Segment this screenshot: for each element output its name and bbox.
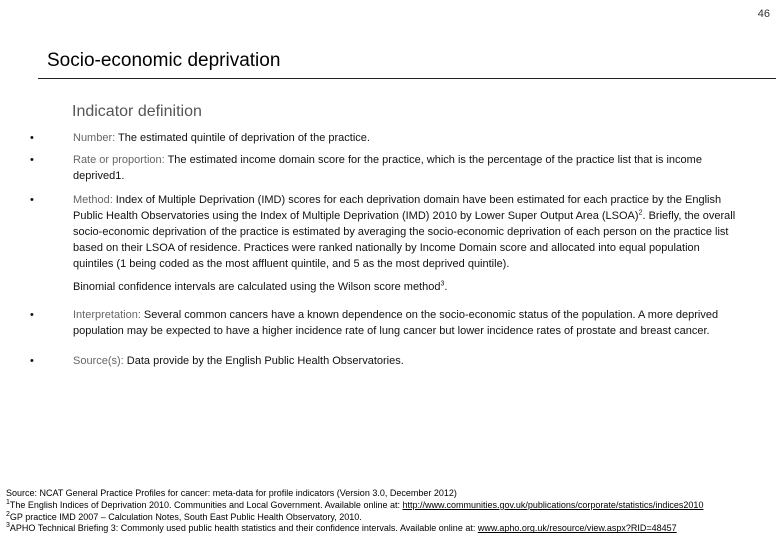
bullet-sources bbox=[30, 353, 738, 369]
footnote-ref: 3 bbox=[440, 280, 445, 288]
footnote-number: 1 bbox=[6, 498, 10, 506]
bullet-label: Method: bbox=[73, 194, 113, 206]
footnote-number: 3 bbox=[6, 522, 10, 530]
bullet-interpretation bbox=[30, 307, 738, 339]
bullet-extra-text: Binomial confidence intervals are calculated using the Wilson score method bbox=[73, 281, 441, 293]
bullet-extra-paragraph bbox=[73, 279, 738, 295]
bullet-label: Number: bbox=[73, 132, 116, 144]
bullet-icon: • bbox=[30, 355, 34, 367]
footnote-1 bbox=[6, 500, 776, 512]
footnote-2 bbox=[6, 512, 776, 524]
title-divider bbox=[38, 78, 776, 79]
bullet-text: Index of Multiple Deprivation (IMD) scores for each deprivation domain have been estimated for each practice by the English Public Health Observatories using the Index of Multiple Deprivation (IMD) 2010 by Lower Super Output Area (LSOA) bbox=[73, 194, 722, 222]
footnote-ref: 2 bbox=[638, 209, 643, 217]
bullet-text: Data provide by the English Public Health Observatories. bbox=[123, 355, 404, 367]
bullet-method bbox=[30, 192, 738, 295]
source-note: Source: NCAT General Practice Profiles for cancer: meta-data for profile indicators (Version 3.0, December 2012) bbox=[6, 488, 457, 498]
bullet-extra-tail: . bbox=[444, 281, 448, 293]
bullet-label: Rate or proportion: bbox=[73, 154, 165, 166]
communities-gov-link[interactable]: http://www.communities.gov.uk/publications/corporate/statistics/indices2010 bbox=[402, 499, 704, 510]
bullet-icon: • bbox=[30, 194, 34, 206]
footnotes bbox=[6, 488, 776, 535]
bullet-label: Source(s): bbox=[73, 355, 124, 367]
section-heading: Indicator definition bbox=[72, 103, 202, 120]
page-title: Socio-economic deprivation bbox=[47, 50, 281, 71]
bullet-label: Interpretation: bbox=[73, 309, 141, 321]
footnote-3 bbox=[6, 523, 776, 535]
page-number: 46 bbox=[757, 8, 770, 20]
bullet-icon: • bbox=[30, 154, 34, 166]
footnote-text: GP practice IMD 2007 – Calculation Notes, South East Public Health Observatory, 2010. bbox=[9, 511, 362, 522]
bullet-number bbox=[30, 130, 738, 146]
bullet-text: The estimated income domain score for the practice, which is the percentage of the practice list that is income deprived bbox=[73, 154, 702, 182]
bullet-text-tail: . bbox=[121, 170, 125, 182]
footnote-text: APHO Technical Briefing 3: Commonly used public health statistics and their confidence intervals. Available online at: bbox=[9, 523, 478, 534]
bullet-text: Several common cancers have a known dependence on the socio-economic status of the population. A more deprived population may be expected to have a higher incidence rate of lung cancer but lower incidence rates of prostate and breast cancer. bbox=[73, 309, 719, 337]
footnote-number: 2 bbox=[6, 510, 10, 518]
footnote-text: The English Indices of Deprivation 2010. Communities and Local Government. Available online at: bbox=[9, 499, 403, 510]
bullet-rate bbox=[30, 152, 738, 184]
footnote-ref: 1 bbox=[115, 170, 122, 182]
bullet-icon: • bbox=[30, 132, 34, 144]
indicator-definition-list bbox=[30, 130, 738, 369]
bullet-text-continued: . Briefly, the overall socio-economic deprivation of the practice is estimated by averaging the socio-economic deprivation of each person on the practice list based on their LSOA of residence. Practices were ranked nationally by Income Domain score and allocated into equal population quintiles (1 being coded as the most affluent quintile, and 5 as the most deprived quintile). bbox=[73, 210, 736, 270]
apho-resource-link[interactable]: www.apho.org.uk/resource/view.aspx?RID=48457 bbox=[477, 523, 677, 534]
bullet-icon: • bbox=[30, 309, 34, 321]
bullet-text: The estimated quintile of deprivation of the practice. bbox=[115, 132, 370, 144]
